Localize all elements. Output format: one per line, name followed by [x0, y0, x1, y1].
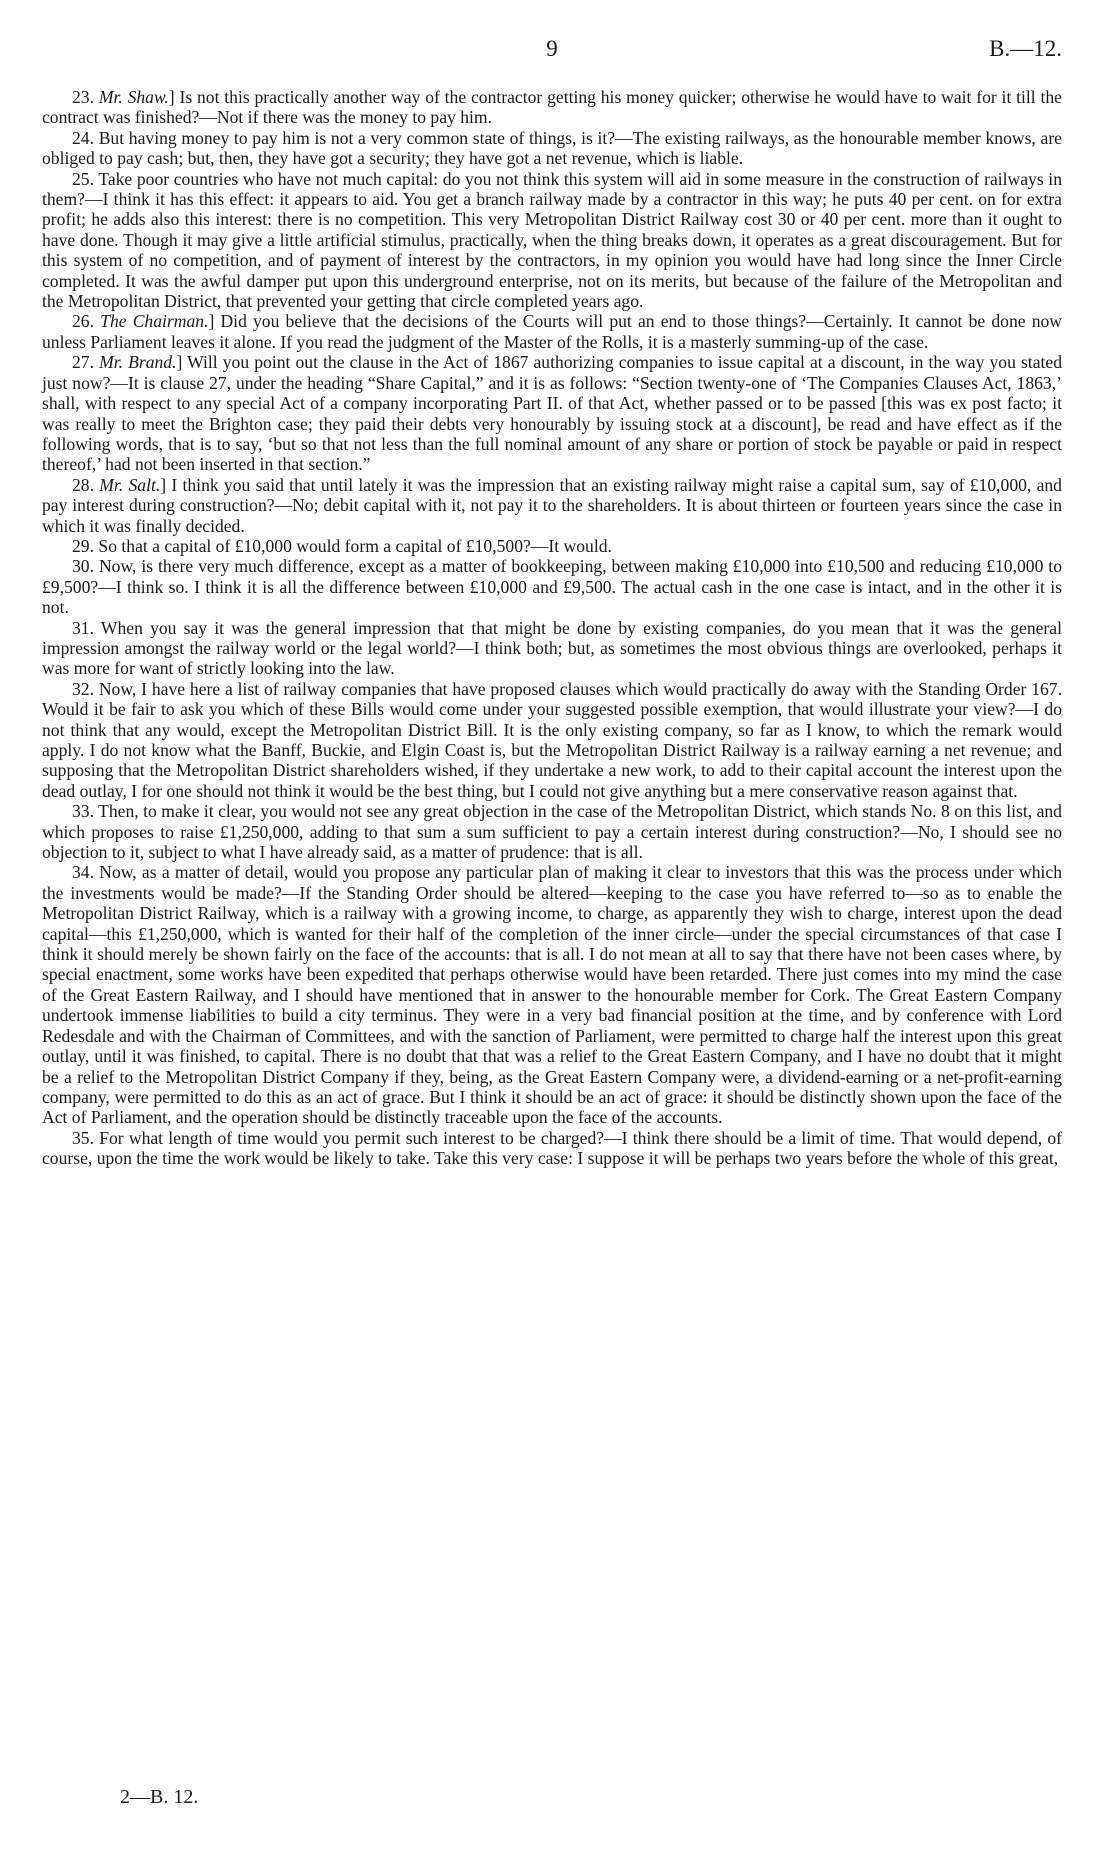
- paragraph-26: [42, 311, 1062, 352]
- question-number: 31.: [72, 617, 94, 638]
- paragraph-35: [42, 1128, 1062, 1169]
- paragraph-text: Then, to make it clear, you would not see any great objection in the case of the Metropolitan District, which stands No. 8 on this list, and which proposes to raise £1,250,000, adding to that sum a sum sufficient to pay a certain interest during construction?—No, I should see no objection to it, subject to what I have already said, as a matter of prudence: that is all.: [42, 801, 1062, 863]
- paragraph-24: [42, 128, 1062, 169]
- question-number: 26.: [72, 311, 94, 332]
- paragraph-34: [42, 862, 1062, 1127]
- speaker: The Chairman.: [100, 311, 209, 332]
- paragraph-29: [42, 536, 1062, 556]
- paragraph-text: Now, as a matter of detail, would you propose any particular plan of making it clear to investors that this was the process under which the investments would be made?—If the Standing Order should be altered—keeping to the case you have referred to—so as to enable the Metropolitan District Railway, which is a railway with a growing income, to charge, as apparently they wish to charge, interest upon the dead capital—this £1,250,000, which is wanted for their half of the completion of the inner circle—under the special circumstances of that case I think it should merely be shown fairly on the face of the accounts: that is all. I do not mean at all to say that there have not been cases where, by special enactment, some works have been expedited that perhaps otherwise would have been retarded. There just comes into my mind the case of the Great Eastern Railway, and I should have mentioned that in answer to the honourable member for Cork. The Great Eastern Company undertook immense liabilities to build a city terminus. They were in a very bad financial position at the time, and by conference with Lord Redesdale and with the Chairman of Committees, and with the sanction of Parliament, were permitted to charge half the interest upon this great outlay, until it was finished, to capital. There is no doubt that that was a relief to the Great Eastern Company, and I have no doubt that it might be a relief to the Metropolitan District Company if they, being, as the Great Eastern Company were, a dividend-earning or a net-profit-earning company, were permitted to do this as an act of grace. But I think it should be an act of grace: it should be distinctly shown upon the face of the Act of Parliament, and the operation should be distinctly traceable upon the face of the accounts.: [42, 862, 1062, 1128]
- speaker: Mr. Shaw.: [98, 87, 169, 107]
- paragraph-31: [42, 618, 1062, 679]
- question-number: 35.: [72, 1127, 94, 1148]
- paragraph-32: [42, 679, 1062, 801]
- question-number: 29.: [72, 535, 94, 556]
- speaker: Mr. Salt.: [99, 474, 161, 495]
- paragraph-text: ] I think you said that until lately it was the impression that an existing railway might raise a capital sum, say of £10,000, and pay interest during construction?—No; debit capital with it, not pay it to the shareholders. It is about thirteen or fourteen years since the case in which it was finally decided.: [42, 474, 1062, 536]
- paragraph-text: ] Will you point out the clause in the Act of 1867 authorizing companies to issue capital at a discount, in the way you stated just now?—It is clause 27, under the heading “Share Capital,” and it is as follows: “Section twenty-one of ‘The Companies Clauses Act, 1863,’ shall, with respect to any special Act of a company incorporating Part II. of that Act, whether passed or to be passed [this was ex post facto; it was really to meet the Brighton case; they paid their debts very honourably by issuing stock at a discount], be read and have effect as if the following words, that is to say, ‘but so that not less than the full nominal amount of any share or portion of stock be payable or paid in respect thereof,’ had not been inserted in that section.”: [42, 352, 1062, 475]
- paragraph-text: But having money to pay him is not a very common state of things, is it?—The existing railways, as the honourable member knows, are obliged to pay cash; but, then, they have got a security; they have got a net revenue, which is liable.: [42, 127, 1062, 169]
- question-number: 32.: [72, 678, 94, 699]
- paragraph-text: When you say it was the general impression that that might be done by existing companies, do you mean that it was the general impression amongst the railway world or the legal world?—I think both; but, as sometimes the most obvious things are overlooked, perhaps it was more for want of strictly looking into the law.: [42, 617, 1062, 679]
- paragraph-text: ] Is not this practically another way of the contractor getting his money quicker; otherwise he would have to wait for it till the contract was finished?—Not if there was the money to pay him.: [42, 87, 1062, 128]
- footer-signature: 2—B. 12.: [120, 1786, 199, 1808]
- paragraph-text: For what length of time would you permit such interest to be charged?—I think there should be a limit of time. That would depend, of course, upon the time the work would be likely to take. Take this very case: I suppose it will be perhaps two years before the whole of this great,: [42, 1127, 1062, 1169]
- paragraph-28: [42, 475, 1062, 536]
- paragraph-text: Take poor countries who have not much capital: do you not think this system will aid in some measure in the construction of railways in them?—I think it has this effect: it appears to aid. You get a branch railway made by a contractor in this way; he puts 40 per cent. on for extra profit; he adds also this interest: there is no competition. This very Metropolitan District Railway cost 30 or 40 per cent. more than it ought to have done. Though it may give a little artificial stimulus, practically, when the thing breaks down, it operates as a great discouragement. But for this system of no competition, and of payment of interest by the contractors, in my opinion you would have had long since the Inner Circle completed. It was the awful damper put upon this underground enterprise, not on its merits, but because of the failure of the Metropolitan and the Metropolitan District, that prevented your getting that circle completed years ago.: [42, 168, 1062, 312]
- body-text: [42, 87, 1062, 1169]
- paragraph-25: [42, 169, 1062, 312]
- paragraph-30: [42, 556, 1062, 617]
- question-number: 24.: [72, 127, 94, 148]
- paragraph-text: Now, I have here a list of railway companies that have proposed clauses which would practically do away with the Standing Order 167. Would it be fair to ask you which of these Bills would come under your suggested possible exemption, that would illustrate your view?—I do not think that any would, except the Metropolitan District Bill. It is the only existing company, so far as I know, to which the remark would apply. I do not know what the Banff, Buckie, and Elgin Coast is, but the Metropolitan District Railway is a railway earning a net revenue; and supposing that the Metropolitan District shareholders wished, if they undertake a new work, to add to their capital account the interest upon the dead outlay, I for one should not think it would be the best thing, but I could not give anything but a mere conservative reason against that.: [42, 678, 1062, 801]
- question-number: 23.: [72, 87, 94, 107]
- question-number: 27.: [72, 352, 94, 373]
- question-number: 30.: [72, 556, 94, 577]
- page-number: 9: [546, 36, 558, 61]
- document-reference: B.—12.: [989, 36, 1062, 61]
- paragraph-text: So that a capital of £10,000 would form a capital of £10,500?—It would.: [98, 535, 612, 556]
- question-number: 25.: [72, 168, 94, 189]
- page-header: [42, 36, 1062, 66]
- paragraph-27: [42, 352, 1062, 474]
- question-number: 28.: [72, 474, 94, 495]
- paragraph-text: Now, is there very much difference, except as a matter of bookkeeping, between making £10,000 into £10,500 and reducing £10,000 to £9,500?—I think so. I think it is all the difference between £10,000 and £9,500. The actual cash in the one case is intact, and in the other it is not.: [42, 556, 1062, 618]
- question-number: 34.: [72, 862, 94, 883]
- speaker: Mr. Brand.: [99, 352, 177, 373]
- paragraph-text: ] Did you believe that the decisions of the Courts will put an end to those things?—Certainly. It cannot be done now unless Parliament leaves it alone. If you read the judgment of the Master of the Rolls, it is a masterly summing-up of the case.: [42, 311, 1062, 352]
- paragraph-33: [42, 801, 1062, 862]
- question-number: 33.: [72, 801, 94, 822]
- paragraph-23: [42, 87, 1062, 128]
